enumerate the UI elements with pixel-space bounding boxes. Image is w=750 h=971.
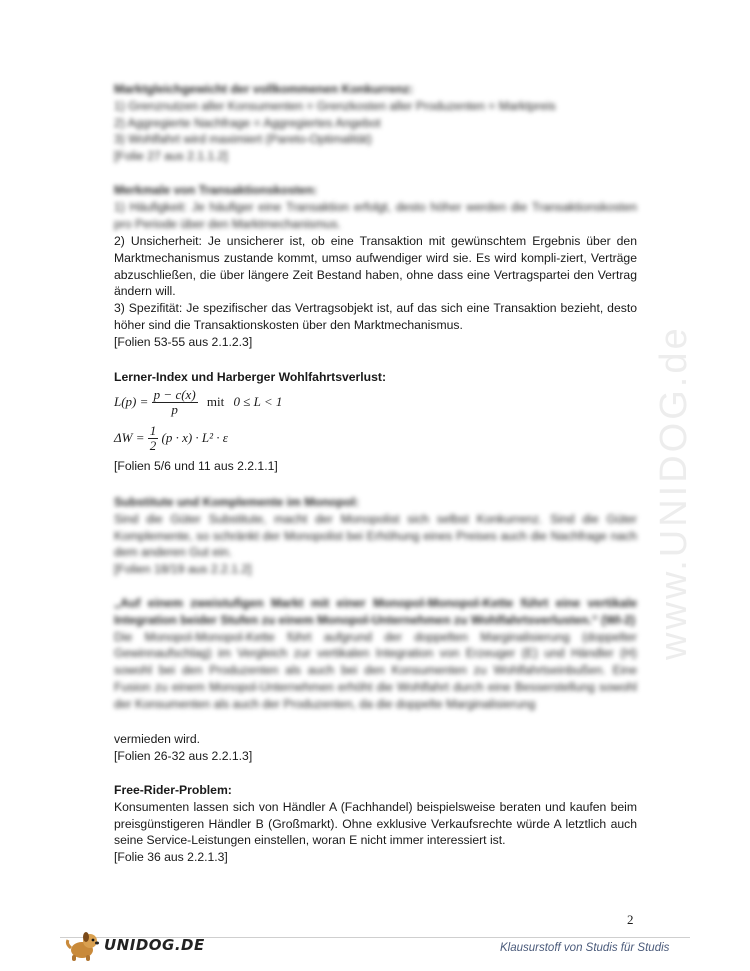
section-heading: „Auf einem zweistufigen Markt mit einer Monopol-Monopol-Kette führt eine vertikale Integration beider Stufen zu einem Monopol-Unternehmen zu Wohlfahrtsverlusten.“ (WI-2) — [114, 596, 637, 627]
section-line: 1) Grenznutzen aller Konsumenten = Grenzkosten aller Produzenten = Marktpreis — [114, 98, 556, 113]
watermark-text: www.UNIDOG.de — [653, 325, 695, 660]
blurred-section-substitutes — [114, 494, 637, 578]
section-heading: Marktgleichgewicht der vollkommenen Konkurrenz: — [114, 82, 414, 96]
footer-slogan: Klausurstoff von Studis für Studis — [500, 942, 670, 954]
section-heading: Merkmale von Transaktionskosten: — [114, 183, 318, 197]
paragraph-end: vermieden wird. — [114, 732, 201, 746]
fraction-denominator: p — [171, 401, 178, 417]
formula-rhs: (p · x) · L² · ε — [161, 429, 228, 445]
source-reference: [Folien 53-55 aus 2.1.2.3] — [114, 334, 253, 349]
section-heading: Substitute und Komplemente im Monopol: — [114, 495, 360, 509]
paragraph-specificity: 3) Spezifität: Je spezifischer das Vertragsobjekt ist, auf das sich eine Transaktion bezieht, desto höher sind die Transaktionskosten über den Marktmechanismus. — [114, 301, 637, 332]
fraction-numerator: p − c(x) — [153, 386, 196, 402]
section-paragraph: 1) Häufigkeit: Je häufiger eine Transaktion erfolgt, desto höher werden die Transaktionskosten pro Periode über den Marktmechanismus. — [114, 199, 637, 231]
dog-icon — [64, 928, 104, 962]
section-paragraph: Die Monopol-Monopol-Kette führt aufgrund der doppelten Marginalisierung (doppelter Gewinnaufschlag) im Vergleich zur vertikalen Integration von Erzeuger (E) und Händler (H) sowohl bei den Produzenten als auch bei den Konsumenten zu Wohlfahrtseinbußen. Eine Fusion zu einem Monopol-Unternehmen erhöht die Wohlfahrt durch eine Besserstellung sowohl der Konsumenten als auch der Produzenten, da die doppelte Marginalisierung — [114, 629, 637, 711]
source-reference: [Folie 36 aus 2.2.1.3] — [114, 850, 228, 865]
source-reference: [Folien 18/19 aus 2.2.1.2] — [114, 562, 252, 577]
section-monopoly-tail — [114, 731, 637, 765]
source-reference: [Folien 5/6 und 11 aus 2.2.1.1] — [114, 458, 278, 473]
section-transaction-costs-visible — [114, 233, 637, 351]
formula-condition: 0 ≤ L < 1 — [233, 393, 283, 409]
blurred-section-monopoly-chain — [114, 595, 637, 713]
fraction-numerator: 1 — [149, 422, 157, 438]
section-line: 3) Wohlfahrt wird maximiert (Pareto-Optimalität) — [114, 132, 372, 147]
paragraph-uncertainty: 2) Unsicherheit: Je unsicherer ist, ob eine Transaktion mit gewünschtem Ergebnis über den Marktmechanismus zustande kommt, umso aufwendiger wird sie. Es wird kompli-ziert, Verträge abzuschließen, die über längere Zeit Bestand haben, ohne dass eine Vertragspartei den Vertrag ändern will. — [114, 234, 637, 299]
section-heading: Free-Rider-Problem: — [114, 783, 232, 797]
formula-harberger — [114, 424, 637, 458]
section-line: [Folie 27 aus 2.1.1.2] — [114, 149, 228, 164]
section-lerner-index — [114, 369, 637, 475]
blurred-section-market-equilibrium — [114, 81, 637, 165]
section-free-rider — [114, 782, 637, 866]
section-heading: Lerner-Index und Harberger Wohlfahrtsverlust: — [114, 370, 387, 384]
formula-lhs: L(p) = — [114, 393, 149, 409]
fraction-denominator: 2 — [149, 437, 157, 453]
formula-condition-word: mit — [206, 393, 225, 409]
formula-fraction — [148, 424, 159, 453]
page-number: 2 — [627, 912, 634, 927]
blurred-section-transaction-costs — [114, 182, 637, 232]
section-line: 2) Aggregierte Nachfrage = Aggregiertes Angebot — [114, 115, 381, 130]
section-paragraph: Sind die Güter Substitute, macht der Monopolist sich selbst Konkurrenz. Sind die Güter Komplemente, so schränkt der Monopolist bei Erhöhung eines Preises auch die Nachfrage nach dem anderen Gut ein. — [114, 511, 637, 560]
formula-lerner-index — [114, 388, 637, 424]
formula-fraction — [152, 388, 198, 417]
formula-lhs: ΔW = — [114, 429, 145, 445]
logo-text: UNIDOG.DE — [104, 936, 205, 954]
source-reference: [Folien 26-32 aus 2.2.1.3] — [114, 748, 253, 763]
section-paragraph: Konsumenten lassen sich von Händler A (Fachhandel) beispielsweise beraten und kaufen beim preisgünstigeren Händler B (Großmarkt). Ohne exklusive Verkaufsrechte würde A letztlich auch seine Service-Leistungen einstellen, woran E nicht immer interessiert ist. — [114, 799, 637, 848]
unidog-logo — [64, 928, 205, 962]
